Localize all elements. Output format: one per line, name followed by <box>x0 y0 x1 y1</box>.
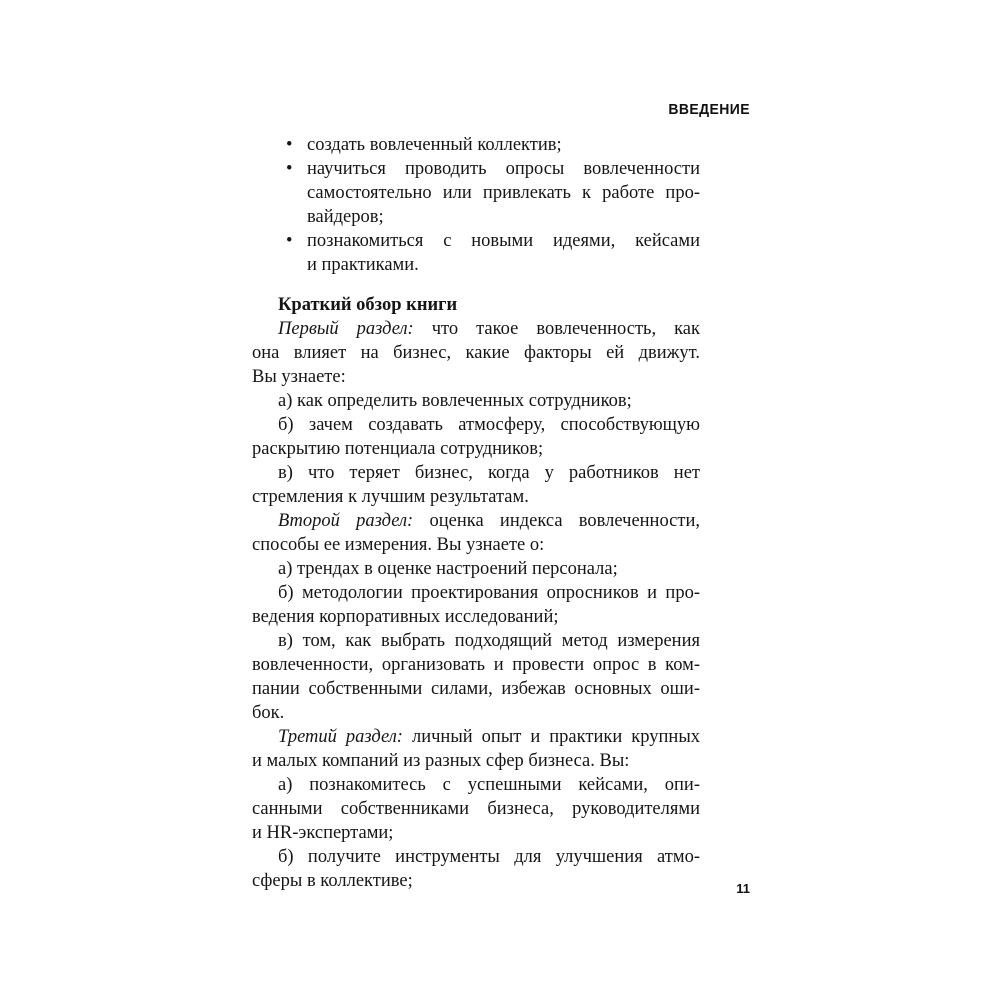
text-line <box>252 797 700 821</box>
text-segment: в) что теряет бизнес, когда у работников нет <box>278 463 700 483</box>
text-line <box>252 749 700 773</box>
paragraph <box>252 461 700 509</box>
text-line <box>252 701 700 725</box>
text-line <box>252 341 700 365</box>
text-line <box>252 869 700 893</box>
text-line <box>252 413 700 437</box>
text-line <box>307 157 700 181</box>
italic-text: Первый раздел: <box>278 319 414 339</box>
page-number: 11 <box>736 881 750 896</box>
text-segment: создать вовлеченный коллектив; <box>307 135 562 155</box>
text-segment: а) как определить вовлеченных сотрудников; <box>278 391 632 411</box>
running-head: ВВЕДЕНИЕ <box>668 100 750 118</box>
text-line <box>252 461 700 485</box>
text-line <box>307 229 700 253</box>
bullet-item <box>252 133 700 157</box>
paragraph-list <box>252 317 700 893</box>
bullet-icon: • <box>286 231 293 251</box>
text-segment: и HR-экспертами; <box>252 823 394 843</box>
paragraph <box>252 581 700 629</box>
text-line <box>252 437 700 461</box>
text-segment: и малых компаний из разных сфер бизнеса. Вы: <box>252 751 630 771</box>
bullet-item <box>252 229 700 277</box>
section-heading: Краткий обзор книги <box>278 295 458 315</box>
text-segment: стремления к лучшим результатам. <box>252 487 529 507</box>
text-line <box>252 533 700 557</box>
text-segment: способы ее измерения. Вы узнаете о: <box>252 535 545 555</box>
text-line <box>252 605 700 629</box>
bullet-list <box>252 133 700 277</box>
paragraph <box>252 389 700 413</box>
text-line <box>252 557 700 581</box>
text-segment: вовлеченности, организовать и провести опрос в ком- <box>252 655 700 675</box>
text-line <box>252 677 700 701</box>
paragraph <box>252 725 700 773</box>
text-line <box>307 253 700 277</box>
text-segment: бок. <box>252 703 285 723</box>
text-segment: пании собственными силами, избежав основных оши- <box>252 679 700 699</box>
text-segment: и практиками. <box>307 255 419 275</box>
paragraph <box>252 509 700 557</box>
text-line <box>252 821 700 845</box>
text-segment: она влияет на бизнес, какие факторы ей движут. <box>252 343 700 363</box>
paragraph <box>252 557 700 581</box>
text-segment: раскрытию потенциала сотрудников; <box>252 439 544 459</box>
text-segment: Вы узнаете: <box>252 367 346 387</box>
text-line <box>307 133 700 157</box>
paragraph <box>252 845 700 893</box>
text-segment: в) том, как выбрать подходящий метод измерения <box>278 631 700 651</box>
italic-text: Третий раздел: <box>278 727 403 747</box>
bullet-icon: • <box>286 135 293 155</box>
text-segment: а) познакомитесь с успешными кейсами, опи- <box>278 775 700 795</box>
text-segment: б) получите инструменты для улучшения атмо- <box>278 847 700 867</box>
bullet-item <box>252 157 700 229</box>
paragraph <box>252 413 700 461</box>
text-segment: сферы в коллективе; <box>252 871 413 891</box>
text-segment: ведения корпоративных исследований; <box>252 607 559 627</box>
text-segment: оценка индекса вовлеченности, <box>413 511 700 531</box>
italic-text: Второй раздел: <box>278 511 414 531</box>
text-segment: б) методологии проектирования опросников и про- <box>278 583 700 603</box>
text-segment: научиться проводить опросы вовлеченности <box>307 159 700 179</box>
text-line <box>252 845 700 869</box>
text-line <box>252 773 700 797</box>
text-line <box>252 653 700 677</box>
text-line <box>252 365 700 389</box>
bullet-icon: • <box>286 159 293 179</box>
text-segment: личный опыт и практики крупных <box>402 727 700 747</box>
text-segment: что такое вовлеченность, как <box>413 319 701 339</box>
paragraph <box>252 773 700 845</box>
text-segment: санными собственниками бизнеса, руководителями <box>252 799 700 819</box>
body-text <box>252 133 700 893</box>
text-segment: а) трендах в оценке настроений персонала; <box>278 559 618 579</box>
paragraph <box>252 629 700 725</box>
text-line <box>252 317 700 341</box>
text-segment: вайдеров; <box>307 207 384 227</box>
text-line <box>252 485 700 509</box>
text-segment: самостоятельно или привлекать к работе про- <box>307 183 700 203</box>
text-segment: познакомиться с новыми идеями, кейсами <box>307 231 700 251</box>
text-line <box>252 629 700 653</box>
text-line <box>307 205 700 229</box>
text-segment: б) зачем создавать атмосферу, способствующую <box>278 415 700 435</box>
text-line <box>252 389 700 413</box>
text-line <box>307 181 700 205</box>
text-line <box>252 581 700 605</box>
text-line <box>252 509 700 533</box>
paragraph <box>252 317 700 389</box>
text-line <box>252 725 700 749</box>
